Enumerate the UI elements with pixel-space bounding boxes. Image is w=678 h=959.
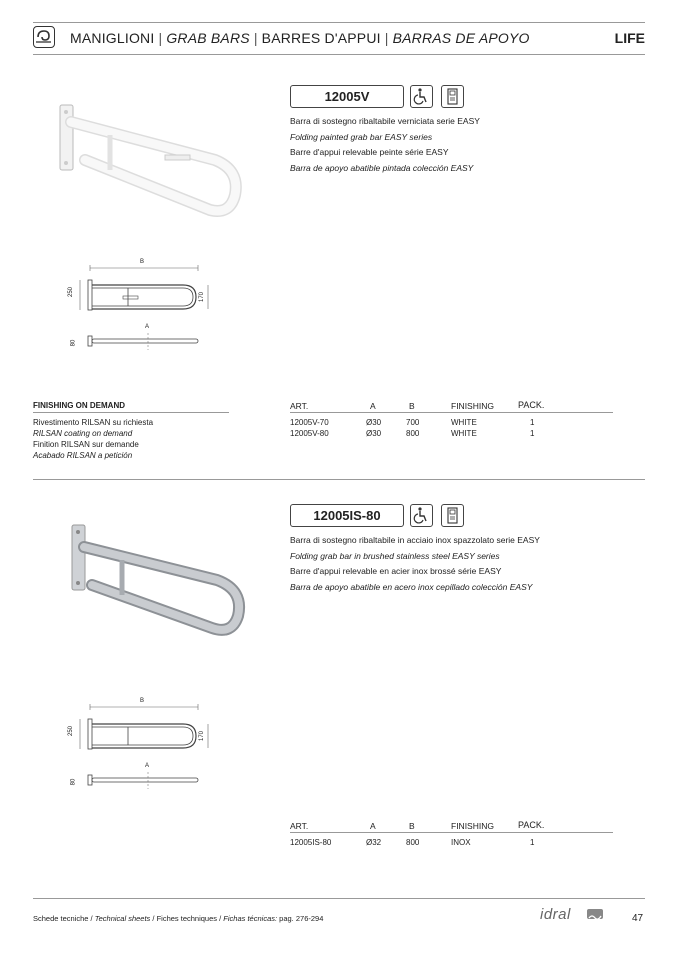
desc-fr: Barre d'appui relevable peinte série EASY xyxy=(290,147,449,157)
col-art: ART. xyxy=(290,821,309,831)
cell-a: Ø32 xyxy=(366,838,382,847)
product-code-12005v: 12005V xyxy=(290,85,404,108)
dim-depth: 170 xyxy=(199,291,206,303)
col-pack: PACK. xyxy=(518,400,545,410)
desc-en: Folding painted grab bar EASY series xyxy=(290,131,433,142)
dim-height: 250 xyxy=(68,725,75,737)
dim-a: A xyxy=(145,763,150,769)
mounting-plate-icon xyxy=(441,504,464,527)
cell-pack: 1 xyxy=(530,418,535,427)
product-code-12005is: 12005IS-80 xyxy=(290,504,404,527)
header-rule xyxy=(33,54,645,55)
product-photo-12005is xyxy=(62,520,252,645)
top-rule xyxy=(33,22,645,23)
cell-b: 700 xyxy=(406,418,420,427)
desc-it: Barra di sostegno ribaltabile in acciaio inox spazzolato serie EASY xyxy=(290,535,540,545)
technical-drawing-12005is xyxy=(68,697,218,792)
finishing-title: FINISHING ON DEMAND xyxy=(33,401,125,410)
wheelchair-icon xyxy=(410,85,433,108)
page-number: 47 xyxy=(632,913,644,924)
dim-side: 80 xyxy=(70,778,77,786)
product-description-12005v xyxy=(290,114,480,176)
desc-it: Barra di sostegno ribaltabile verniciata serie EASY xyxy=(290,116,480,126)
footer-pages: pag. 276-294 xyxy=(279,914,324,923)
title-fr: BARRES D'APPUI xyxy=(261,30,381,46)
section-divider xyxy=(33,479,645,480)
col-b: B xyxy=(409,821,415,831)
brand-logo: idral xyxy=(540,906,571,923)
desc-en: Folding grab bar in brushed stainless steel EASY series xyxy=(290,550,500,561)
dim-b: B xyxy=(140,259,145,265)
desc-fr: Barre d'appui relevable en acier inox brossé série EASY xyxy=(290,566,502,576)
col-finishing: FINISHING xyxy=(451,821,494,831)
dim-b: B xyxy=(140,698,145,704)
footer-en: Technical sheets xyxy=(94,914,151,923)
table-rule xyxy=(290,412,613,413)
logo-icon xyxy=(33,26,55,48)
dim-height: 250 xyxy=(68,286,75,298)
cell-a: Ø30 xyxy=(366,418,382,427)
product-description-12005is xyxy=(290,533,540,595)
footer-es: Fichas técnicas: xyxy=(223,914,278,923)
title-en: GRAB BARS xyxy=(166,30,250,46)
finishing-lines xyxy=(33,417,153,461)
page-title: MANIGLIONI | GRAB BARS | BARRES D'APPUI | BARRAS DE APOYO xyxy=(70,30,530,46)
finishing-es: Acabado RILSAN a petición xyxy=(33,451,133,460)
cell-b: 800 xyxy=(406,838,420,847)
cell-finishing: WHITE xyxy=(451,418,477,427)
cell-art: 12005IS-80 xyxy=(290,838,332,847)
technical-drawing-12005v xyxy=(68,258,218,353)
dim-a: A xyxy=(145,324,150,330)
footer-text xyxy=(33,914,323,923)
col-art: ART. xyxy=(290,401,309,411)
dim-depth: 170 xyxy=(199,730,206,742)
title-it: MANIGLIONI xyxy=(70,30,155,46)
wheelchair-icon xyxy=(410,504,433,527)
cell-art: 12005V-80 xyxy=(290,429,329,438)
cell-b: 800 xyxy=(406,429,420,438)
cell-a: Ø30 xyxy=(366,429,382,438)
col-a: A xyxy=(370,821,376,831)
col-b: B xyxy=(409,401,415,411)
finishing-it: Rivestimento RILSAN su richiesta xyxy=(33,418,154,427)
mounting-plate-icon xyxy=(441,85,464,108)
col-pack: PACK. xyxy=(518,820,545,830)
cell-pack: 1 xyxy=(530,838,535,847)
cell-art: 12005V-70 xyxy=(290,418,329,427)
desc-es: Barra de apoyo abatible en acero inox cepillado colección EASY xyxy=(290,581,533,592)
col-finishing: FINISHING xyxy=(451,401,494,411)
product-photo-12005v xyxy=(55,100,245,225)
cell-pack: 1 xyxy=(530,429,535,438)
footer-fr: / Fiches techniques / xyxy=(152,914,222,923)
brand-wave-icon xyxy=(587,909,603,919)
product-line: LIFE xyxy=(614,30,645,46)
table-rule xyxy=(290,832,613,833)
col-a: A xyxy=(370,401,376,411)
footer-rule xyxy=(33,898,645,899)
cell-finishing: INOX xyxy=(451,838,471,847)
footer-it: Schede tecniche / xyxy=(33,914,93,923)
finishing-rule xyxy=(33,412,229,413)
dim-side: 80 xyxy=(70,339,77,347)
desc-es: Barra de apoyo abatible pintada colección EASY xyxy=(290,162,474,173)
cell-finishing: WHITE xyxy=(451,429,477,438)
finishing-fr: Finition RILSAN sur demande xyxy=(33,440,139,449)
finishing-en: RILSAN coating on demand xyxy=(33,429,133,438)
title-es: BARRAS DE APOYO xyxy=(392,30,530,46)
